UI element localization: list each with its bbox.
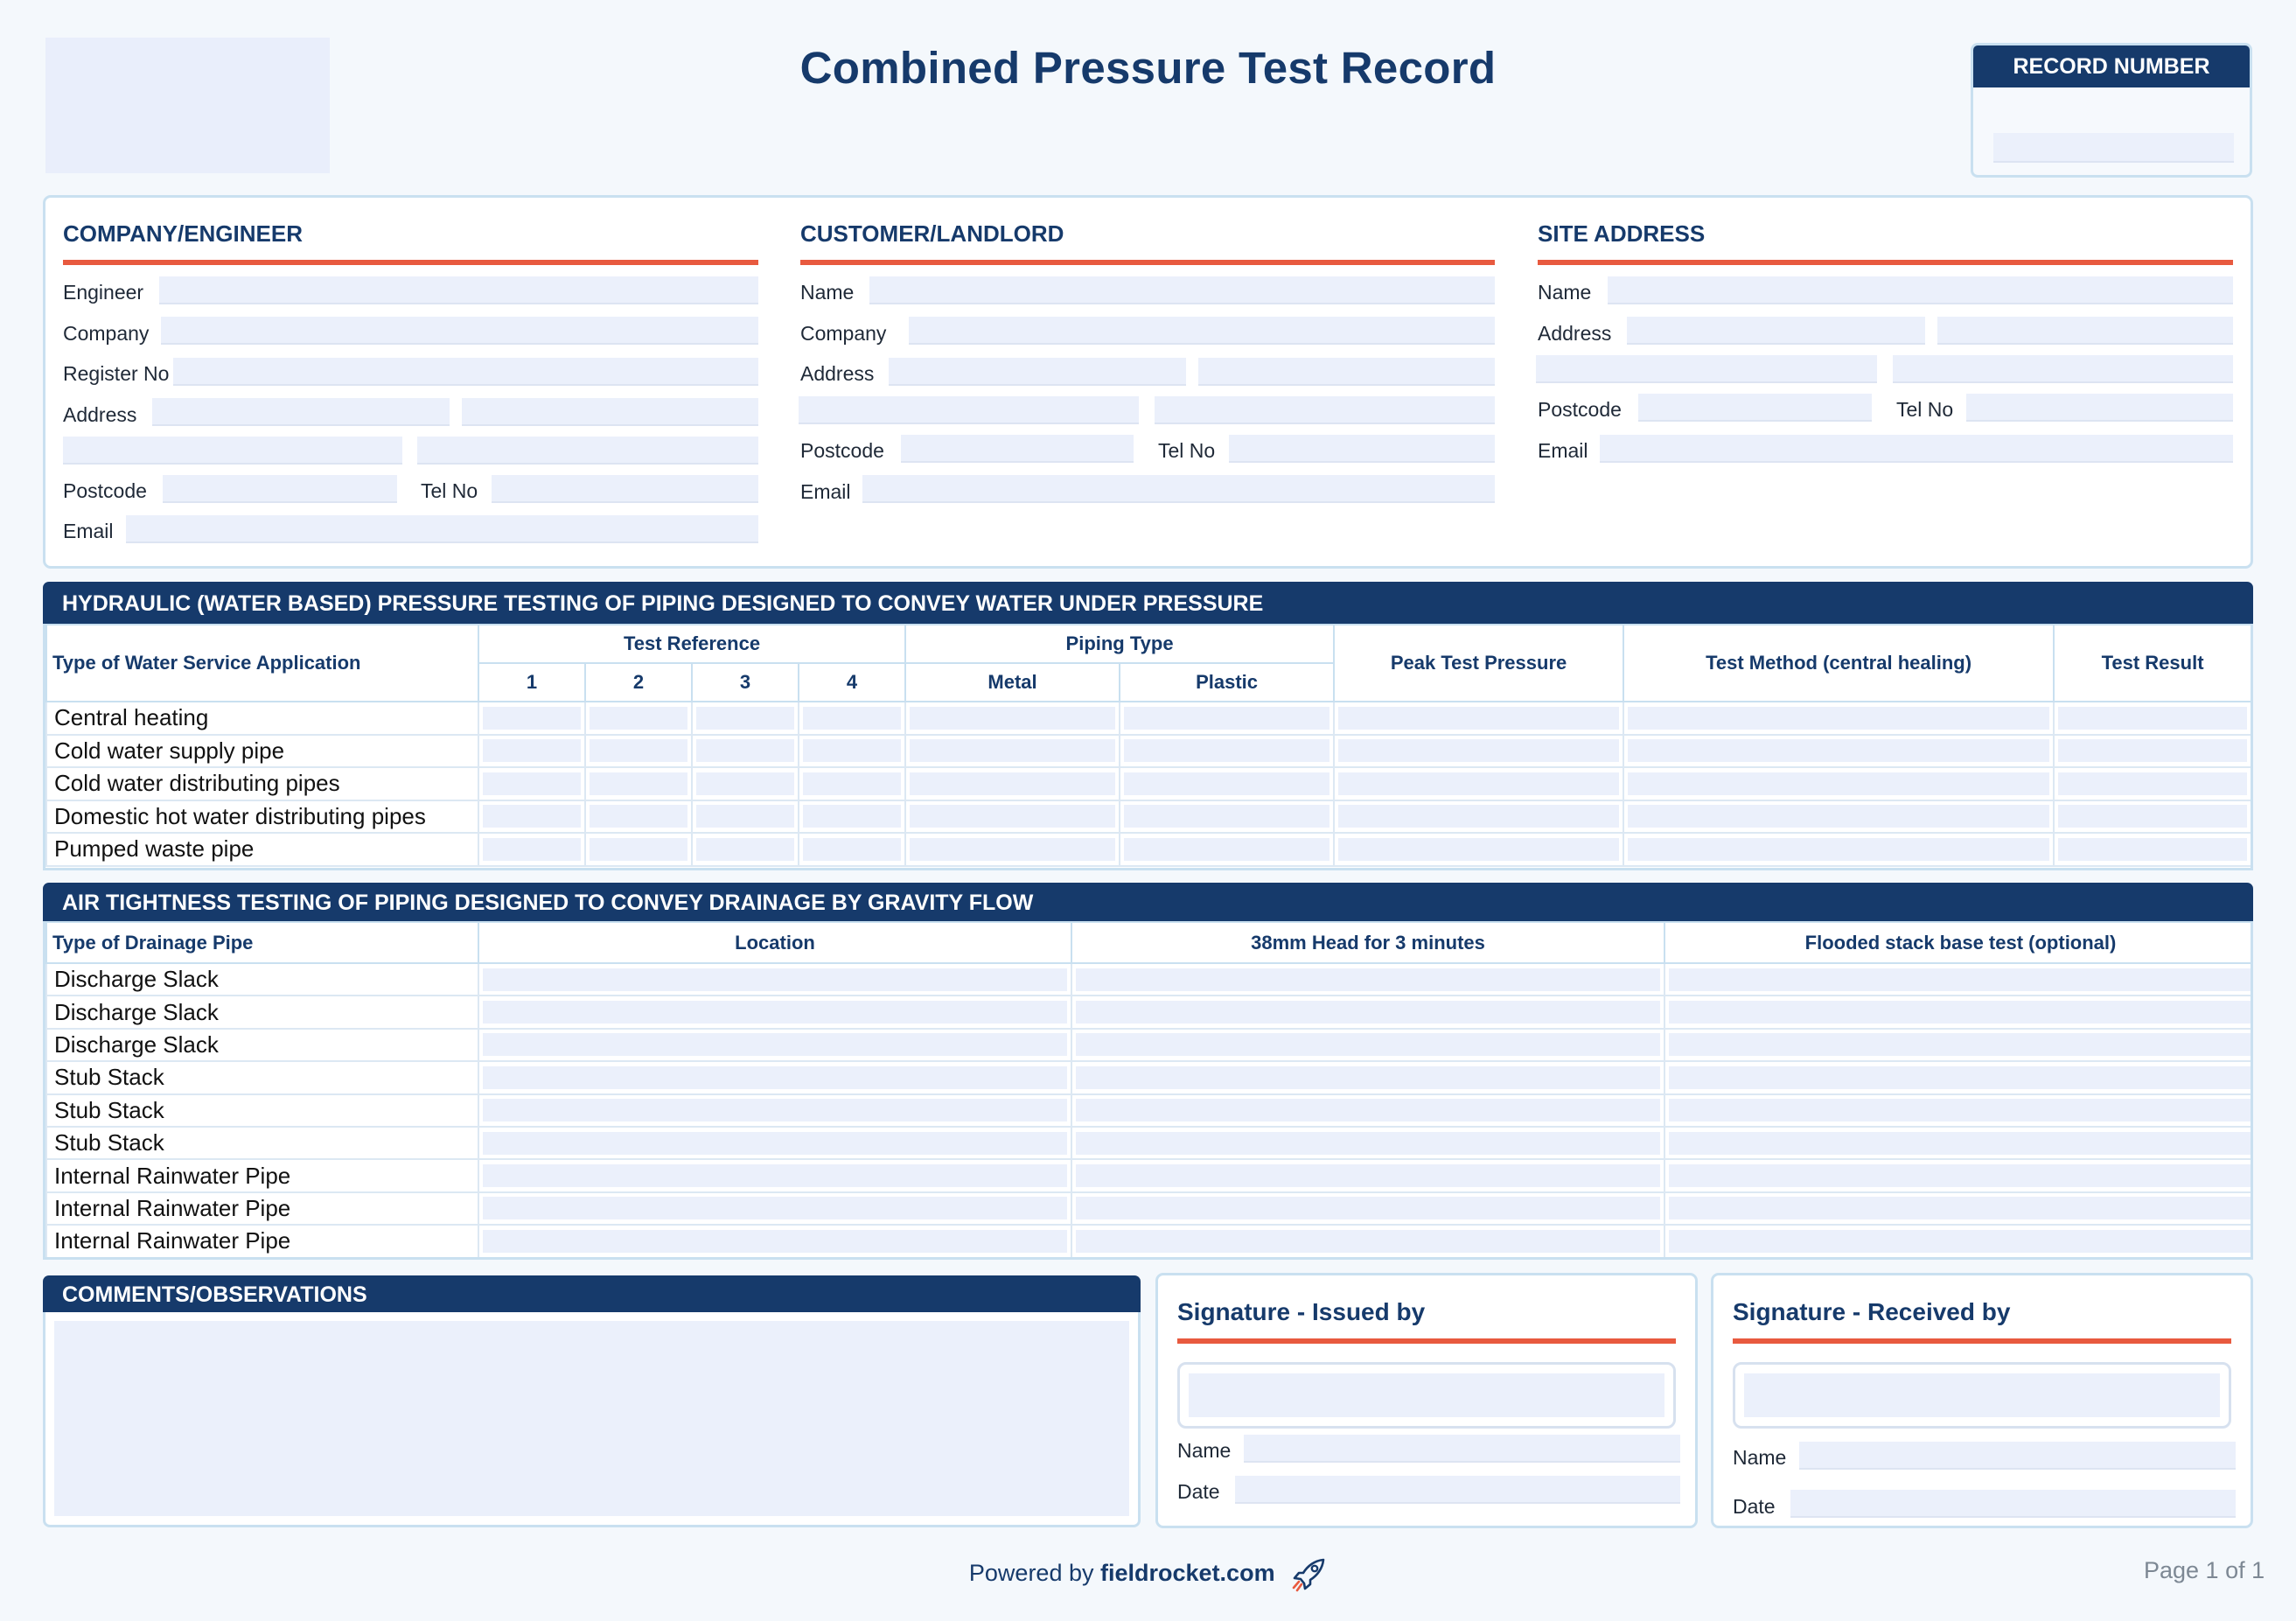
air-cell xyxy=(1664,1061,2253,1093)
customer-landlord-title: CUSTOMER/LANDLORD xyxy=(800,220,1064,247)
hydraulic-input[interactable] xyxy=(590,739,687,762)
customer-company-field[interactable] xyxy=(909,317,1495,345)
hydraulic-cell xyxy=(692,735,799,768)
air-input[interactable] xyxy=(1669,1230,2252,1253)
air-cell xyxy=(1664,1127,2253,1159)
hydraulic-cell xyxy=(1334,767,1623,800)
air-row-label: Stub Stack xyxy=(46,1094,478,1127)
air-cell xyxy=(1664,996,2253,1028)
hydraulic-input[interactable] xyxy=(910,838,1115,861)
issued-date-field[interactable] xyxy=(1235,1476,1680,1504)
hydraulic-input[interactable] xyxy=(590,707,687,730)
hydraulic-cell xyxy=(799,800,905,834)
plastic-header: Plastic xyxy=(1120,663,1334,702)
hydraulic-cell xyxy=(1334,833,1623,866)
hydraulic-cell xyxy=(478,800,585,834)
air-cell xyxy=(478,1094,1071,1127)
received-name-field[interactable] xyxy=(1799,1442,2236,1470)
air-row-label: Discharge Slack xyxy=(46,963,478,996)
air-row-label: Internal Rainwater Pipe xyxy=(46,1225,478,1257)
air-input[interactable] xyxy=(1669,1132,2252,1155)
site-name-label: Name xyxy=(1538,281,1592,304)
hydraulic-cell xyxy=(1120,767,1334,800)
hydraulic-cell xyxy=(2054,702,2251,735)
hydraulic-input[interactable] xyxy=(2058,739,2247,762)
hydraulic-type-header: Type of Water Service Application xyxy=(46,625,478,702)
company-address-field-2[interactable] xyxy=(462,398,758,426)
page-number: Page 1 of 1 xyxy=(2144,1557,2265,1583)
hydraulic-cell xyxy=(585,833,692,866)
comments-title: COMMENTS/OBSERVATIONS xyxy=(43,1275,1141,1314)
hydraulic-input[interactable] xyxy=(1338,838,1619,861)
site-tel-label: Tel No xyxy=(1896,398,1954,421)
air-cell xyxy=(1071,1094,1664,1127)
site-address-label: Address xyxy=(1538,322,1612,345)
site-address-field-2[interactable] xyxy=(1937,317,2233,345)
customer-address-label: Address xyxy=(800,362,875,385)
air-input[interactable] xyxy=(1669,1001,2252,1024)
hydraulic-row-label: Cold water distributing pipes xyxy=(46,767,478,800)
company-postcode-label: Postcode xyxy=(63,479,147,502)
air-input[interactable] xyxy=(1669,1164,2252,1187)
signature-issued-panel xyxy=(1155,1273,1698,1528)
signature-issued-divider xyxy=(1177,1338,1676,1344)
customer-address-field-4[interactable] xyxy=(1155,396,1495,424)
hydraulic-row-label: Pumped waste pipe xyxy=(46,833,478,866)
ref-header-4: 4 xyxy=(799,663,905,702)
customer-address-field-2[interactable] xyxy=(1198,358,1495,386)
customer-address-field-3[interactable] xyxy=(799,396,1139,424)
site-postcode-field[interactable] xyxy=(1638,394,1872,422)
hydraulic-row xyxy=(46,800,2251,834)
hydraulic-input[interactable] xyxy=(910,739,1115,762)
customer-company-label: Company xyxy=(800,322,887,345)
air-cell xyxy=(478,1192,1071,1225)
air-cell xyxy=(1071,1029,1664,1061)
hydraulic-cell xyxy=(1623,800,2054,834)
customer-email-field[interactable] xyxy=(862,475,1495,503)
hydraulic-input[interactable] xyxy=(803,707,901,730)
hydraulic-input[interactable] xyxy=(696,805,794,828)
company-divider xyxy=(63,260,758,265)
site-address-field-3[interactable] xyxy=(1536,355,1877,383)
hydraulic-cell xyxy=(478,702,585,735)
comments-textarea[interactable] xyxy=(54,1321,1129,1516)
air-cell xyxy=(478,1127,1071,1159)
hydraulic-input[interactable] xyxy=(1628,707,2049,730)
brand-link[interactable]: fieldrocket.com xyxy=(1100,1560,1275,1587)
company-label: Company xyxy=(63,322,150,345)
hydraulic-cell xyxy=(905,735,1120,768)
hydraulic-row-label: Cold water supply pipe xyxy=(46,735,478,768)
air-row xyxy=(46,1061,2253,1093)
test-method-header: Test Method (central healing) xyxy=(1623,625,2054,702)
hydraulic-row-label: Central heating xyxy=(46,702,478,735)
air-cell xyxy=(1664,1094,2253,1127)
hydraulic-input[interactable] xyxy=(1124,772,1329,795)
location-header: Location xyxy=(478,922,1071,963)
customer-postcode-field[interactable] xyxy=(901,435,1134,463)
ref-header-2: 2 xyxy=(585,663,692,702)
air-input[interactable] xyxy=(1076,1099,1660,1121)
air-cell xyxy=(478,1159,1071,1191)
customer-email-label: Email xyxy=(800,480,851,503)
hydraulic-input[interactable] xyxy=(483,838,581,861)
hydraulic-input[interactable] xyxy=(1124,739,1329,762)
air-cell xyxy=(478,996,1071,1028)
site-address-field-4[interactable] xyxy=(1893,355,2233,383)
head-test-header: 38mm Head for 3 minutes xyxy=(1071,922,1664,963)
hydraulic-table-wrapper xyxy=(43,624,2253,870)
hydraulic-table xyxy=(45,624,2252,867)
hydraulic-cell xyxy=(1120,800,1334,834)
hydraulic-input[interactable] xyxy=(803,772,901,795)
air-input[interactable] xyxy=(483,1099,1067,1121)
register-no-label: Register No xyxy=(63,362,170,385)
hydraulic-row-label: Domestic hot water distributing pipes xyxy=(46,800,478,834)
air-cell xyxy=(1071,1127,1664,1159)
air-row-label: Discharge Slack xyxy=(46,996,478,1028)
hydraulic-cell xyxy=(2054,767,2251,800)
customer-tel-field[interactable] xyxy=(1229,435,1495,463)
hydraulic-cell xyxy=(1623,767,2054,800)
air-cell xyxy=(1071,1225,1664,1257)
hydraulic-cell xyxy=(1623,735,2054,768)
hydraulic-input[interactable] xyxy=(910,805,1115,828)
air-cell xyxy=(478,963,1071,996)
air-row-label: Internal Rainwater Pipe xyxy=(46,1159,478,1191)
metal-header: Metal xyxy=(905,663,1120,702)
customer-name-field[interactable] xyxy=(869,276,1495,304)
company-engineer-title: COMPANY/ENGINEER xyxy=(63,220,303,247)
air-cell xyxy=(1664,1029,2253,1061)
air-row-label: Stub Stack xyxy=(46,1061,478,1093)
signature-received-divider xyxy=(1733,1338,2231,1344)
company-address-label: Address xyxy=(63,403,137,426)
engineer-label: Engineer xyxy=(63,281,144,304)
hydraulic-input[interactable] xyxy=(696,739,794,762)
customer-postcode-label: Postcode xyxy=(800,439,884,462)
hydraulic-cell xyxy=(799,735,905,768)
air-row xyxy=(46,1192,2253,1225)
site-tel-field[interactable] xyxy=(1966,394,2233,422)
company-address-field-3[interactable] xyxy=(63,437,402,465)
air-input[interactable] xyxy=(483,1230,1067,1253)
signature-issued-pad[interactable] xyxy=(1177,1362,1676,1429)
air-row xyxy=(46,963,2253,996)
air-cell xyxy=(1071,1061,1664,1093)
hydraulic-input[interactable] xyxy=(696,707,794,730)
air-input[interactable] xyxy=(483,1164,1067,1187)
hydraulic-input[interactable] xyxy=(2058,772,2247,795)
footer-credit xyxy=(0,1557,2296,1592)
signature-issued-fill xyxy=(1189,1373,1664,1417)
customer-divider xyxy=(800,260,1495,265)
customer-name-label: Name xyxy=(800,281,855,304)
air-section-title: AIR TIGHTNESS TESTING OF PIPING DESIGNED TO CONVEY DRAINAGE BY GRAVITY FLOW xyxy=(43,883,2253,923)
air-cell xyxy=(1071,996,1664,1028)
site-address-field-1[interactable] xyxy=(1627,317,1925,345)
site-postcode-label: Postcode xyxy=(1538,398,1622,421)
hydraulic-input[interactable] xyxy=(1628,838,2049,861)
hydraulic-cell xyxy=(478,833,585,866)
air-input[interactable] xyxy=(483,1066,1067,1089)
hydraulic-cell xyxy=(1623,833,2054,866)
hydraulic-cell xyxy=(905,702,1120,735)
signature-received-pad[interactable] xyxy=(1733,1362,2231,1429)
received-name-label: Name xyxy=(1733,1446,1787,1469)
hydraulic-input[interactable] xyxy=(803,838,901,861)
hydraulic-section-title: HYDRAULIC (WATER BASED) PRESSURE TESTING OF PIPING DESIGNED TO CONVEY WATER UNDER PRESSURE xyxy=(43,582,2253,625)
hydraulic-cell xyxy=(1120,833,1334,866)
hydraulic-input[interactable] xyxy=(696,838,794,861)
hydraulic-cell xyxy=(1623,702,2054,735)
hydraulic-input[interactable] xyxy=(1124,838,1329,861)
issued-date-label: Date xyxy=(1177,1480,1220,1503)
hydraulic-input[interactable] xyxy=(910,772,1115,795)
ref-header-3: 3 xyxy=(692,663,799,702)
hydraulic-input[interactable] xyxy=(1628,772,2049,795)
site-divider xyxy=(1538,260,2233,265)
air-row xyxy=(46,1159,2253,1191)
company-email-field[interactable] xyxy=(126,515,758,543)
powered-by-text: Powered by xyxy=(968,1560,1094,1587)
hydraulic-cell xyxy=(1334,800,1623,834)
rocket-icon xyxy=(1290,1557,1327,1592)
air-input[interactable] xyxy=(1076,1197,1660,1219)
piping-type-header: Piping Type xyxy=(905,625,1334,663)
hydraulic-cell xyxy=(585,702,692,735)
hydraulic-row xyxy=(46,833,2251,866)
air-row xyxy=(46,1094,2253,1127)
hydraulic-cell xyxy=(2054,735,2251,768)
hydraulic-cell xyxy=(799,833,905,866)
record-number-box xyxy=(1971,43,2252,178)
company-tel-label: Tel No xyxy=(421,479,478,502)
air-cell xyxy=(1664,963,2253,996)
hydraulic-input[interactable] xyxy=(483,739,581,762)
hydraulic-cell xyxy=(692,702,799,735)
air-cell xyxy=(478,1225,1071,1257)
air-row-label: Internal Rainwater Pipe xyxy=(46,1192,478,1225)
air-input[interactable] xyxy=(1076,1132,1660,1155)
company-address-field-4[interactable] xyxy=(417,437,758,465)
company-tel-field[interactable] xyxy=(492,475,758,503)
site-email-label: Email xyxy=(1538,439,1588,462)
air-cell xyxy=(1664,1159,2253,1191)
hydraulic-input[interactable] xyxy=(483,707,581,730)
hydraulic-cell xyxy=(1334,735,1623,768)
site-email-field[interactable] xyxy=(1600,435,2233,463)
air-table xyxy=(45,921,2253,1259)
hydraulic-cell xyxy=(905,767,1120,800)
hydraulic-input[interactable] xyxy=(1628,739,2049,762)
hydraulic-cell xyxy=(585,735,692,768)
air-input[interactable] xyxy=(1669,1197,2252,1219)
flooded-stack-header: Flooded stack base test (optional) xyxy=(1664,922,2253,963)
hydraulic-row xyxy=(46,702,2251,735)
air-input[interactable] xyxy=(483,1197,1067,1219)
air-input[interactable] xyxy=(483,968,1067,991)
hydraulic-input[interactable] xyxy=(1124,707,1329,730)
site-address-title: SITE ADDRESS xyxy=(1538,220,1706,247)
air-input[interactable] xyxy=(1669,1099,2252,1121)
hydraulic-input[interactable] xyxy=(483,805,581,828)
hydraulic-cell xyxy=(905,833,1120,866)
hydraulic-input[interactable] xyxy=(1338,739,1619,762)
air-row xyxy=(46,1225,2253,1257)
hydraulic-input[interactable] xyxy=(590,772,687,795)
comments-box xyxy=(43,1312,1141,1527)
hydraulic-cell xyxy=(1334,702,1623,735)
hydraulic-input[interactable] xyxy=(590,805,687,828)
hydraulic-input[interactable] xyxy=(910,707,1115,730)
air-input[interactable] xyxy=(1669,1066,2252,1089)
company-field[interactable] xyxy=(161,317,758,345)
hydraulic-cell xyxy=(692,767,799,800)
record-number-field[interactable] xyxy=(1993,133,2234,163)
customer-address-field-1[interactable] xyxy=(889,358,1186,386)
air-cell xyxy=(478,1061,1071,1093)
air-input[interactable] xyxy=(1669,968,2252,991)
peak-pressure-header: Peak Test Pressure xyxy=(1334,625,1623,702)
signature-received-panel xyxy=(1711,1273,2253,1528)
hydraulic-input[interactable] xyxy=(803,805,901,828)
hydraulic-cell xyxy=(692,833,799,866)
air-cell xyxy=(478,1029,1071,1061)
hydraulic-cell xyxy=(799,767,905,800)
company-postcode-field[interactable] xyxy=(163,475,397,503)
received-date-label: Date xyxy=(1733,1495,1776,1518)
air-cell xyxy=(1664,1225,2253,1257)
hydraulic-cell xyxy=(692,800,799,834)
air-input[interactable] xyxy=(1076,1230,1660,1253)
hydraulic-input[interactable] xyxy=(590,838,687,861)
hydraulic-input[interactable] xyxy=(2058,707,2247,730)
air-input[interactable] xyxy=(1076,1164,1660,1187)
air-input[interactable] xyxy=(1669,1033,2252,1056)
hydraulic-cell xyxy=(2054,800,2251,834)
test-reference-header: Test Reference xyxy=(478,625,905,663)
hydraulic-input[interactable] xyxy=(2058,805,2247,828)
air-input[interactable] xyxy=(483,1033,1067,1056)
air-row-label: Stub Stack xyxy=(46,1127,478,1159)
air-table-wrapper xyxy=(43,921,2253,1260)
hydraulic-input[interactable] xyxy=(1124,805,1329,828)
air-input[interactable] xyxy=(1076,968,1660,991)
hydraulic-input[interactable] xyxy=(1338,707,1619,730)
air-input[interactable] xyxy=(1076,1001,1660,1024)
hydraulic-cell xyxy=(478,735,585,768)
hydraulic-input[interactable] xyxy=(2058,838,2247,861)
company-email-label: Email xyxy=(63,520,114,542)
customer-tel-label: Tel No xyxy=(1158,439,1216,462)
issued-name-label: Name xyxy=(1177,1439,1232,1462)
air-cell xyxy=(1071,963,1664,996)
company-address-field-1[interactable] xyxy=(152,398,450,426)
hydraulic-input[interactable] xyxy=(1338,772,1619,795)
test-result-header: Test Result xyxy=(2054,625,2251,702)
register-no-field[interactable] xyxy=(173,358,758,386)
hydraulic-cell xyxy=(905,800,1120,834)
page-title: Combined Pressure Test Record xyxy=(799,43,1497,93)
hydraulic-cell xyxy=(799,702,905,735)
air-cell xyxy=(1664,1192,2253,1225)
record-number-label: RECORD NUMBER xyxy=(1973,45,2250,87)
hydraulic-cell xyxy=(1120,702,1334,735)
received-date-field[interactable] xyxy=(1790,1490,2236,1518)
air-cell xyxy=(1071,1159,1664,1191)
hydraulic-input[interactable] xyxy=(696,772,794,795)
hydraulic-input[interactable] xyxy=(1628,805,2049,828)
hydraulic-row xyxy=(46,735,2251,768)
site-name-field[interactable] xyxy=(1608,276,2233,304)
air-input[interactable] xyxy=(1076,1033,1660,1056)
hydraulic-cell xyxy=(2054,833,2251,866)
air-row xyxy=(46,1029,2253,1061)
hydraulic-cell xyxy=(478,767,585,800)
signature-received-fill xyxy=(1744,1373,2220,1417)
hydraulic-input[interactable] xyxy=(483,772,581,795)
engineer-field[interactable] xyxy=(159,276,758,304)
hydraulic-cell xyxy=(585,800,692,834)
hydraulic-input[interactable] xyxy=(1338,805,1619,828)
hydraulic-row xyxy=(46,767,2251,800)
ref-header-1: 1 xyxy=(478,663,585,702)
air-cell xyxy=(1071,1192,1664,1225)
air-row-label: Discharge Slack xyxy=(46,1029,478,1061)
signature-received-title: Signature - Received by xyxy=(1733,1298,2011,1325)
signature-issued-title: Signature - Issued by xyxy=(1177,1298,1426,1325)
drainage-type-header: Type of Drainage Pipe xyxy=(46,922,478,963)
air-row xyxy=(46,996,2253,1028)
air-input[interactable] xyxy=(483,1001,1067,1024)
hydraulic-cell xyxy=(585,767,692,800)
air-input[interactable] xyxy=(483,1132,1067,1155)
air-input[interactable] xyxy=(1076,1066,1660,1089)
air-row xyxy=(46,1127,2253,1159)
hydraulic-input[interactable] xyxy=(803,739,901,762)
issued-name-field[interactable] xyxy=(1244,1435,1680,1463)
hydraulic-cell xyxy=(1120,735,1334,768)
